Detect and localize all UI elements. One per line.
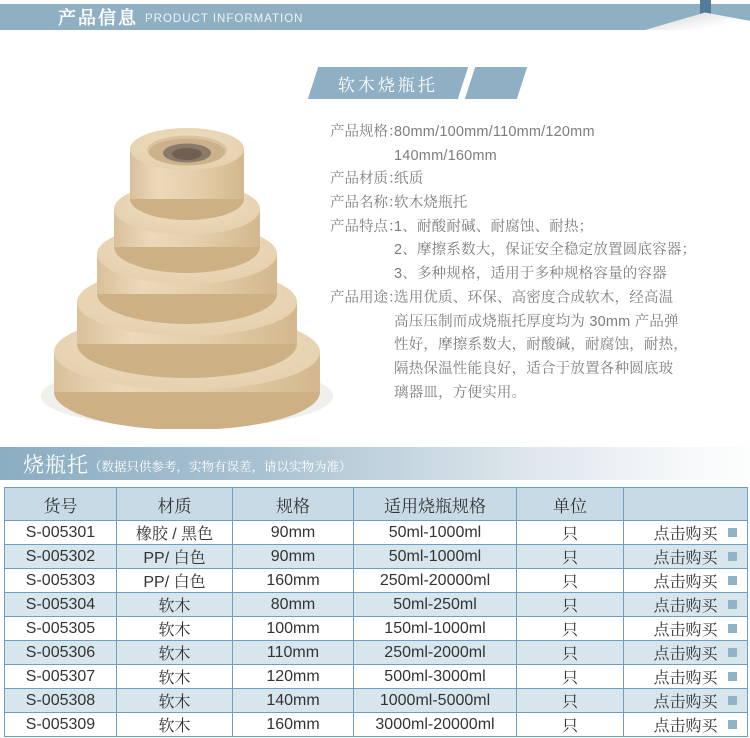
- detail-label: [330, 358, 394, 382]
- buy-button[interactable]: [624, 545, 748, 569]
- cell-material: 橡胶 / 黑色: [117, 521, 233, 545]
- detail-line: [330, 121, 742, 145]
- buy-button-label: 点击购买: [653, 694, 718, 711]
- detail-line: [330, 382, 742, 406]
- buy-button-label: 点击购买: [653, 646, 718, 663]
- cork-stack-illustration: [32, 104, 342, 429]
- cell-unit: 只: [517, 569, 624, 593]
- product-spec-table: [4, 487, 748, 737]
- cell-sku: S-005308: [5, 689, 117, 713]
- cell-material: PP/ 白色: [117, 569, 233, 593]
- table-row: [5, 641, 748, 665]
- buy-square-icon: [728, 552, 737, 561]
- product-name-badge-label: 软木烧瓶托: [338, 75, 438, 95]
- detail-label: 产品名称：: [330, 195, 403, 212]
- detail-text: 1、耐酸耐碱、耐腐蚀、耐热；: [394, 218, 594, 235]
- col-header-buy: [624, 488, 748, 521]
- detail-label: [330, 334, 394, 358]
- page-header-band: [0, 4, 750, 30]
- cell-flask-range: 250ml-2000ml: [354, 641, 517, 665]
- table-section-note: （数据只供参考，实物有误差，请以实物为准）: [89, 459, 352, 474]
- detail-line: [330, 239, 742, 263]
- detail-line: [330, 287, 742, 311]
- cell-sku: S-005305: [5, 617, 117, 641]
- detail-label: [330, 145, 394, 169]
- cell-spec: 120mm: [233, 665, 354, 689]
- cell-flask-range: 50ml-250ml: [354, 593, 517, 617]
- detail-text: 纸质: [394, 171, 424, 188]
- cell-spec: 160mm: [233, 713, 354, 737]
- cell-spec: 100mm: [233, 617, 354, 641]
- cell-flask-range: 50ml-1000ml: [354, 545, 517, 569]
- table-row: [5, 617, 748, 641]
- cell-sku: S-005303: [5, 569, 117, 593]
- buy-button-label: 点击购买: [653, 574, 718, 591]
- buy-square-icon: [728, 600, 737, 609]
- col-header-sku: 货号: [5, 488, 117, 521]
- detail-line: [330, 216, 742, 240]
- cell-material: 软木: [117, 689, 233, 713]
- table-row: [5, 569, 748, 593]
- cell-unit: 只: [517, 593, 624, 617]
- buy-square-icon: [728, 528, 737, 537]
- buy-button-label: 点击购买: [653, 550, 718, 567]
- cell-spec: 90mm: [233, 521, 354, 545]
- detail-label: 产品规格：: [330, 124, 403, 140]
- detail-label: [330, 382, 394, 406]
- detail-label: [330, 239, 394, 263]
- detail-text: 3、多种规格，适用于多种规格容量的容器: [394, 266, 667, 283]
- cell-spec: 140mm: [233, 689, 354, 713]
- product-details: [330, 121, 742, 405]
- table-row: [5, 521, 748, 545]
- buy-button[interactable]: [624, 641, 748, 665]
- cell-unit: 只: [517, 665, 624, 689]
- cell-spec: 160mm: [233, 569, 354, 593]
- product-photo-cork-stack: [32, 104, 342, 429]
- buy-square-icon: [728, 624, 737, 633]
- cell-flask-range: 150ml-1000ml: [354, 617, 517, 641]
- detail-text: 140mm/160mm: [394, 147, 497, 164]
- detail-text: 璃器皿，方便实用。: [394, 384, 527, 401]
- cell-flask-range: 500ml-3000ml: [354, 665, 517, 689]
- col-header-spec: 规格: [233, 488, 354, 521]
- cell-material: 软木: [117, 713, 233, 737]
- buy-square-icon: [728, 696, 737, 705]
- buy-button-label: 点击购买: [653, 718, 718, 735]
- detail-line: [330, 334, 742, 358]
- cell-unit: 只: [517, 641, 624, 665]
- buy-button-label: 点击购买: [653, 526, 718, 543]
- buy-button[interactable]: [624, 689, 748, 713]
- cell-sku: S-005301: [5, 521, 117, 545]
- cell-unit: 只: [517, 689, 624, 713]
- cell-spec: 90mm: [233, 545, 354, 569]
- detail-text: 80mm/100mm/110mm/120mm: [394, 124, 595, 140]
- cell-material: 软木: [117, 617, 233, 641]
- buy-button-label: 点击购买: [653, 622, 718, 639]
- detail-label: 产品特点：: [330, 218, 403, 235]
- detail-line: [330, 192, 742, 216]
- table-row: [5, 665, 748, 689]
- buy-square-icon: [728, 720, 737, 729]
- page-title-en: PRODUCT INFORMATION: [145, 12, 304, 25]
- cell-sku: S-005307: [5, 665, 117, 689]
- buy-square-icon: [728, 672, 737, 681]
- cell-material: 软木: [117, 641, 233, 665]
- detail-line: [330, 263, 742, 287]
- product-name-badge: [308, 67, 468, 99]
- table-row: [5, 713, 748, 737]
- buy-button[interactable]: [624, 593, 748, 617]
- cell-sku: S-005302: [5, 545, 117, 569]
- detail-line: [330, 168, 742, 192]
- cell-spec: 110mm: [233, 641, 354, 665]
- col-header-material: 材质: [117, 488, 233, 521]
- buy-button-label: 点击购买: [653, 598, 718, 615]
- cell-flask-range: 3000ml-20000ml: [354, 713, 517, 737]
- cell-unit: 只: [517, 713, 624, 737]
- badge-accent-decoration: [465, 67, 527, 99]
- buy-button[interactable]: [624, 617, 748, 641]
- buy-button[interactable]: [624, 569, 748, 593]
- detail-text: 2、摩擦系数大，保证安全稳定放置圆底容器；: [394, 242, 697, 259]
- table-header-row: [5, 488, 748, 521]
- buy-button[interactable]: [624, 521, 748, 545]
- cell-unit: 只: [517, 617, 624, 641]
- buy-button[interactable]: [624, 665, 748, 689]
- detail-label: 产品材质：: [330, 171, 403, 188]
- cell-unit: 只: [517, 521, 624, 545]
- detail-line: [330, 358, 742, 382]
- detail-line: [330, 145, 742, 169]
- detail-label: [330, 311, 394, 335]
- cell-unit: 只: [517, 545, 624, 569]
- detail-text: 隔热保温性能良好，适合于放置各种圆底玻: [394, 360, 674, 377]
- buy-button[interactable]: [624, 713, 748, 737]
- table-row: [5, 689, 748, 713]
- cell-sku: S-005309: [5, 713, 117, 737]
- detail-text: 选用优质、环保、高密度合成软木，经高温: [394, 289, 674, 306]
- table-row: [5, 545, 748, 569]
- cell-sku: S-005306: [5, 641, 117, 665]
- cell-spec: 80mm: [233, 593, 354, 617]
- table-section-header: [0, 447, 750, 480]
- table-row: [5, 593, 748, 617]
- detail-line: [330, 311, 742, 335]
- buy-button-label: 点击购买: [653, 670, 718, 687]
- detail-label: 产品用途：: [330, 289, 403, 306]
- detail-text: 软木烧瓶托: [394, 195, 468, 212]
- cell-material: 软木: [117, 665, 233, 689]
- buy-square-icon: [728, 576, 737, 585]
- detail-text: 高压压制而成烧瓶托厚度均为 30mm 产品弹: [394, 313, 679, 330]
- table-section-title: 烧瓶托: [23, 453, 89, 477]
- col-header-flask: 适用烧瓶规格: [354, 488, 517, 521]
- cell-material: PP/ 白色: [117, 545, 233, 569]
- buy-square-icon: [728, 648, 737, 657]
- detail-label: [330, 263, 394, 287]
- page-title-cn: 产品信息: [58, 8, 138, 28]
- cell-flask-range: 1000ml-5000ml: [354, 689, 517, 713]
- detail-text: 性好，摩擦系数大，耐酸碱，耐腐蚀，耐热，: [394, 337, 688, 354]
- cell-sku: S-005304: [5, 593, 117, 617]
- cell-flask-range: 250ml-20000ml: [354, 569, 517, 593]
- cell-material: 软木: [117, 593, 233, 617]
- col-header-unit: 单位: [517, 488, 624, 521]
- cell-flask-range: 50ml-1000ml: [354, 521, 517, 545]
